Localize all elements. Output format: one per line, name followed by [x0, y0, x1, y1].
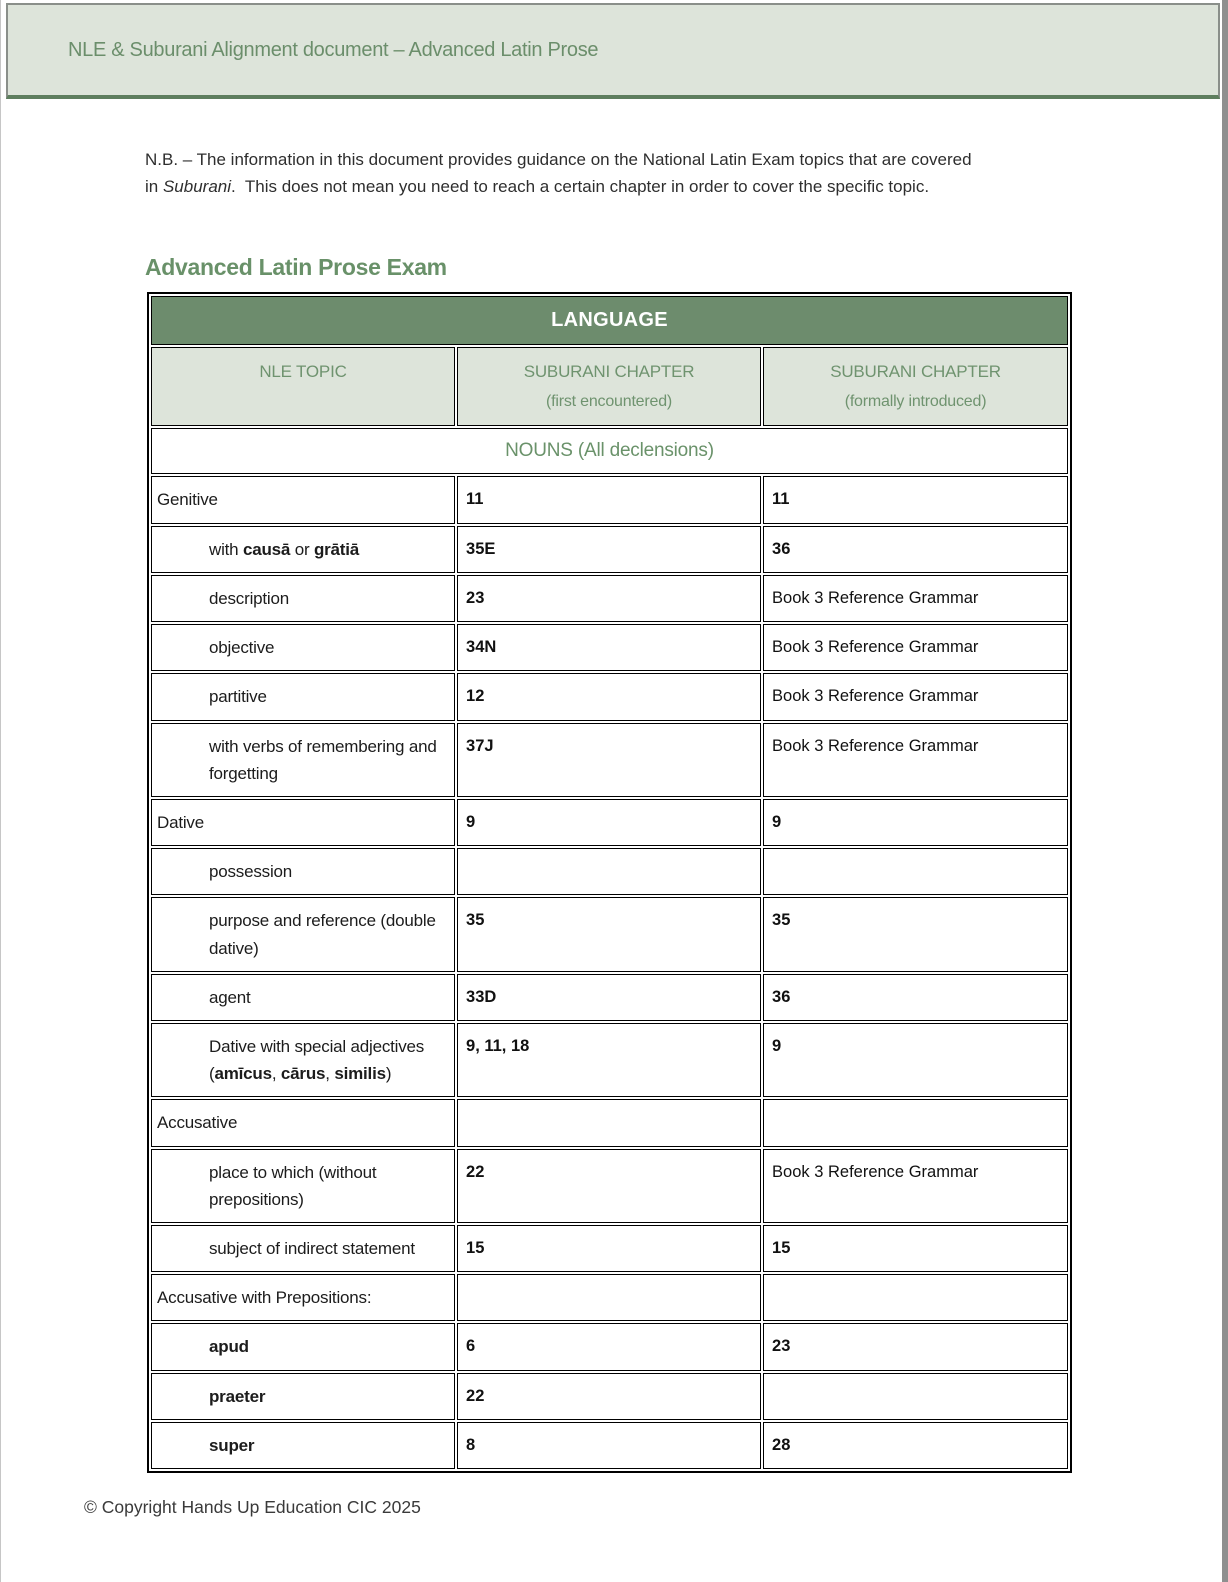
table-row: [151, 673, 1068, 720]
nle-topic-cell: [151, 476, 455, 523]
table-column-header-row: [151, 347, 1068, 426]
table-row: [151, 1274, 1068, 1321]
formally-introduced-cell: [763, 848, 1068, 895]
table-row: [151, 848, 1068, 895]
latin-term: praeter: [209, 1386, 266, 1406]
first-encountered-cell: 9: [457, 799, 761, 846]
nle-topic-cell: [151, 1323, 455, 1370]
table-row: [151, 974, 1068, 1021]
formally-introduced-cell: Book 3 Reference Grammar: [763, 673, 1068, 720]
table-row: [151, 526, 1068, 573]
table-row: [151, 1149, 1068, 1223]
nb-note-italic-title: Suburani: [162, 177, 232, 197]
topic-text: with: [209, 539, 243, 559]
topic-text: description: [209, 588, 290, 608]
table-row: [151, 1373, 1068, 1420]
formally-introduced-cell: Book 3 Reference Grammar: [763, 723, 1068, 797]
latin-term: cārus: [280, 1064, 326, 1084]
latin-term: similis: [334, 1064, 386, 1084]
topic-text: Accusative with Prepositions:: [157, 1288, 372, 1308]
formally-introduced-cell: 9: [763, 1023, 1068, 1097]
topic-text: place to which (without prepositions): [209, 1162, 377, 1209]
topic-text: possession: [209, 862, 293, 882]
nle-topic-cell: [151, 1099, 455, 1146]
column-header-label: SUBURANI CHAPTER: [523, 362, 695, 381]
nle-topic-cell: [151, 575, 455, 622]
table-row: [151, 1422, 1068, 1469]
nb-note-line2: [145, 173, 1145, 200]
nle-topic-cell: [151, 673, 455, 720]
latin-term: super: [209, 1435, 255, 1455]
column-header-label: NLE TOPIC: [259, 362, 347, 381]
table-row: [151, 476, 1068, 523]
nle-topic-cell: [151, 1422, 455, 1469]
table-row: [151, 1099, 1068, 1146]
formally-introduced-cell: 36: [763, 974, 1068, 1021]
latin-term: grātiā: [313, 539, 360, 559]
formally-introduced-cell: Book 3 Reference Grammar: [763, 1149, 1068, 1223]
topic-text: ,: [271, 1064, 281, 1084]
formally-introduced-cell: [763, 1373, 1068, 1420]
formally-introduced-cell: [763, 1099, 1068, 1146]
nb-note-line1: N.B. – The information in this document provides guidance on the National Latin Exam topics that are covered: [145, 150, 972, 169]
first-encountered-cell: 22: [457, 1149, 761, 1223]
nle-topic-cell: [151, 848, 455, 895]
first-encountered-cell: 9, 11, 18: [457, 1023, 761, 1097]
page-title: Advanced Latin Prose Exam: [145, 254, 447, 280]
formally-introduced-cell: 36: [763, 526, 1068, 573]
alignment-table-container: [147, 292, 1072, 1473]
table-row: [151, 1225, 1068, 1272]
first-encountered-cell: 35: [457, 897, 761, 971]
table-row: [151, 897, 1068, 971]
nb-note-line2-suffix: . This does not mean you need to reach a certain chapter in order to cover the specific topic.: [231, 177, 930, 197]
nle-topic-cell: [151, 1274, 455, 1321]
formally-introduced-cell: 9: [763, 799, 1068, 846]
table-row: [151, 799, 1068, 846]
topic-text: Dative: [157, 812, 204, 832]
column-header-subtitle: (first encountered): [546, 393, 673, 411]
nle-topic-cell: [151, 897, 455, 971]
first-encountered-cell: 34N: [457, 624, 761, 671]
table-section-header: NOUNS (All declensions): [151, 428, 1068, 474]
first-encountered-cell: 33D: [457, 974, 761, 1021]
topic-text: subject of indirect statement: [209, 1238, 415, 1258]
formally-introduced-cell: 35: [763, 897, 1068, 971]
latin-term: causā: [242, 539, 291, 559]
table-row: [151, 624, 1068, 671]
column-header-first-encountered: [457, 347, 761, 426]
nle-topic-cell: [151, 1023, 455, 1097]
first-encountered-cell: 12: [457, 673, 761, 720]
page-left-edge: [0, 0, 1, 1582]
first-encountered-cell: 11: [457, 476, 761, 523]
formally-introduced-cell: Book 3 Reference Grammar: [763, 575, 1068, 622]
table-row: [151, 1023, 1068, 1097]
first-encountered-cell: 15: [457, 1225, 761, 1272]
document-header-bar: [6, 3, 1220, 99]
topic-text: Accusative: [157, 1113, 238, 1133]
nle-topic-cell: [151, 624, 455, 671]
table-row: [151, 575, 1068, 622]
topic-text: with verbs of remembering and forgetting: [209, 736, 437, 783]
formally-introduced-cell: 11: [763, 476, 1068, 523]
copyright-footer: © Copyright Hands Up Education CIC 2025: [84, 1497, 421, 1517]
first-encountered-cell: 6: [457, 1323, 761, 1370]
nle-topic-cell: [151, 1149, 455, 1223]
topic-text: Genitive: [157, 490, 218, 510]
formally-introduced-cell: Book 3 Reference Grammar: [763, 624, 1068, 671]
nle-topic-cell: [151, 723, 455, 797]
topic-text: or: [290, 539, 314, 559]
language-table: [147, 292, 1072, 1473]
table-title-row: [151, 296, 1068, 345]
nle-topic-cell: [151, 1225, 455, 1272]
nle-topic-cell: [151, 526, 455, 573]
formally-introduced-cell: [763, 1274, 1068, 1321]
formally-introduced-cell: 28: [763, 1422, 1068, 1469]
topic-text: ,: [325, 1064, 335, 1084]
first-encountered-cell: [457, 1099, 761, 1146]
nle-topic-cell: [151, 974, 455, 1021]
first-encountered-cell: [457, 848, 761, 895]
latin-term: amīcus: [214, 1064, 272, 1084]
formally-introduced-cell: 23: [763, 1323, 1068, 1370]
topic-text: agent: [209, 987, 251, 1007]
column-header-label: SUBURANI CHAPTER: [830, 362, 1001, 381]
formally-introduced-cell: 15: [763, 1225, 1068, 1272]
table-title: LANGUAGE: [151, 296, 1068, 345]
first-encountered-cell: 35E: [457, 526, 761, 573]
topic-text: Dative with special adjectives (: [209, 1036, 425, 1084]
nb-note-paragraph: [145, 146, 1145, 200]
topic-text: partitive: [209, 687, 267, 707]
page-right-edge: [1222, 0, 1228, 1582]
column-header-subtitle: (formally introduced): [844, 393, 987, 411]
latin-term: apud: [209, 1337, 249, 1357]
first-encountered-cell: [457, 1274, 761, 1321]
first-encountered-cell: 8: [457, 1422, 761, 1469]
topic-text: objective: [209, 638, 275, 658]
column-header-formally-introduced: [763, 347, 1068, 426]
table-section-row: [151, 428, 1068, 474]
table-row: [151, 723, 1068, 797]
first-encountered-cell: 37J: [457, 723, 761, 797]
nle-topic-cell: [151, 1373, 455, 1420]
nle-topic-cell: [151, 799, 455, 846]
topic-text: purpose and reference (double dative): [209, 911, 436, 958]
table-row: [151, 1323, 1068, 1370]
table-body: [151, 476, 1068, 1468]
nb-note-line2-prefix: in: [145, 177, 163, 197]
first-encountered-cell: 23: [457, 575, 761, 622]
document-header-title: NLE & Suburani Alignment document – Advanced Latin Prose: [68, 38, 599, 61]
column-header-nle-topic: [151, 347, 455, 426]
topic-text: ): [385, 1064, 392, 1084]
first-encountered-cell: 22: [457, 1373, 761, 1420]
